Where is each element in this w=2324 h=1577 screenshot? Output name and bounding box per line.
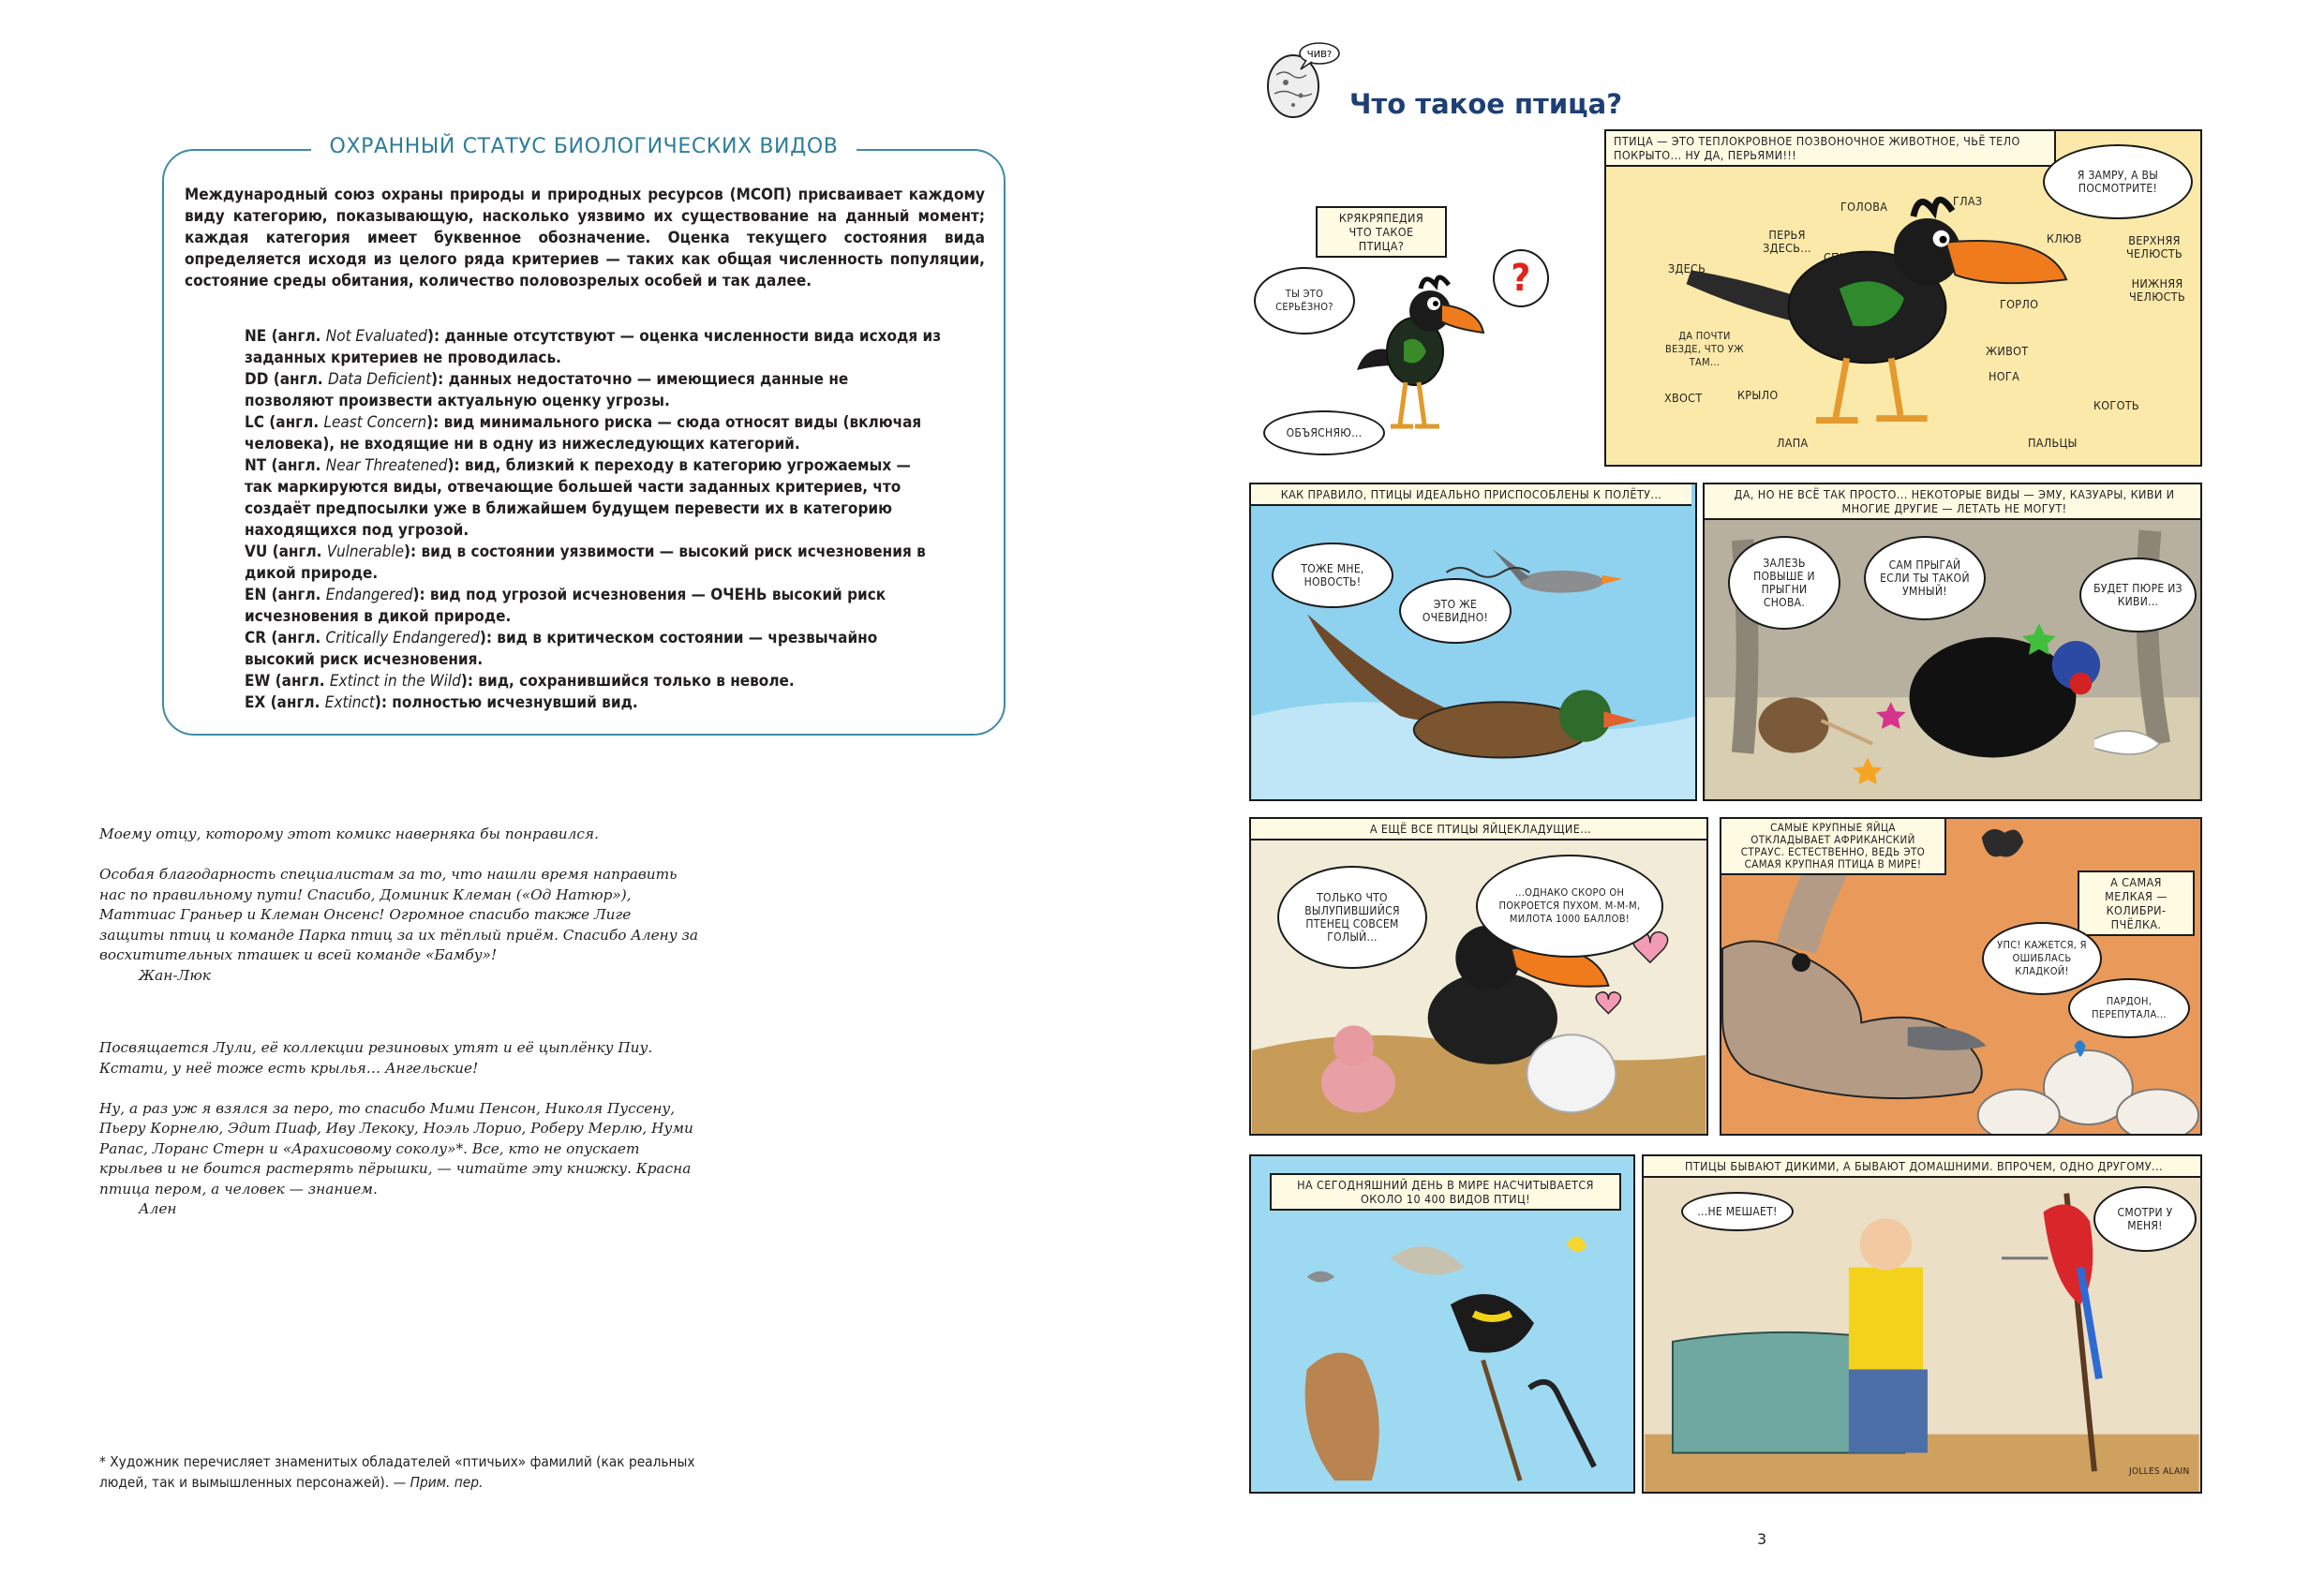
label-head: ГОЛОВА (1840, 200, 1888, 214)
panel-flightless (1703, 483, 2202, 801)
label-paw: ЛАПА (1777, 436, 1809, 450)
bubble-explain: ОБЪЯСНЯЮ... (1263, 410, 1385, 455)
panel-ostrich (1720, 817, 2202, 1136)
chicks-illustration (1251, 819, 1706, 1134)
bubble-question-mark: ? (1493, 249, 1549, 307)
status-category-list (245, 326, 942, 714)
bubble-serious: ТЫ ЭТО СЕРЬЁЗНО? (1254, 267, 1355, 335)
bubble-fluff: ...ОДНАКО СКОРО ОН ПОКРОЕТСЯ ПУХОМ. М-М-М, МИЛОТА 1000 БАЛЛОВ! (1476, 855, 1663, 958)
bubble-kiwi-puree: БУДЕТ ПЮРЕ ИЗ КИВИ... (2079, 558, 2197, 632)
label-wing: КРЫЛО (1737, 388, 1779, 402)
conservation-status-box (162, 135, 1006, 736)
caption-bird-definition: ПТИЦА — ЭТО ТЕПЛОКРОВНОЕ ПОЗВОНОЧНОЕ ЖИВОТНОЕ, ЧЬЁ ТЕЛО ПОКРЫТО... НУ ДА, ПЕРЬЯМИ!!! (1606, 131, 2056, 167)
bubble-obvious: ЭТО ЖЕ ОЧЕВИДНО! (1399, 578, 1512, 644)
dedication-alain: Посвящается Лули, её коллекции резиновых утят и её цыплёнку Пиу. Кстати, у неё тоже есть крылья… Ангельские! Ну, а раз уж я взялся за перо, то спасибо Мими Пенсон, Николя Пуссену, Пьеру Корнелю, Эдит Пиаф, Иву Лекоку, Ноэль Лорио, Роберу Мерлю, Нуми Рапас, Лоранс Стерн и «Арахисовому соколу»*. Все, кто не опускает крыльев и не боится растерять пёрышки, — читайте эту книжку. Красна птица пером, а человек — знанием. Ален (99, 1038, 699, 1220)
footnote: * Художник перечисляет знаменитых обладателей «птичьих» фамилий (как реальных людей, так и вымышленных персонажей). — Прим. пер. (99, 1453, 695, 1491)
panel-flight (1249, 483, 1697, 801)
label-claw: КОГОТЬ (2093, 398, 2139, 412)
label-beak: КЛЮВ (2047, 231, 2082, 245)
status-category-item: EW (англ. Extinct in the Wild): вид, сохранившийся только в неволе. (245, 672, 795, 691)
label-feathers: ПЕРЬЯ ЗДЕСЬ... (1763, 228, 1811, 255)
panel-domestic-birds (1642, 1154, 2202, 1494)
label-throat: ГОРЛО (2000, 297, 2039, 311)
status-intro-paragraph: Международный союз охраны природы и природных ресурсов (МСОП) присваивает каждому виду категорию, показывающую, насколько уязвимо их существование на данный момент; каждая категория имеет буквенное обозначение. Оценка текущего состояния вида определяется исходя из целого ряда критериев — таких как общая численность популяции, состояние среды обитания, количество половозрелых особей и так далее. (185, 186, 985, 290)
page-number: 3 (1757, 1530, 1767, 1548)
label-leg: НОГА (1989, 369, 2020, 383)
status-box-title: ОХРАННЫЙ СТАТУС БИОЛОГИЧЕСКИХ ВИДОВ (164, 135, 1004, 158)
status-category-item: DD (англ. Data Deficient): данных недостаточно — имеющиеся данные не позволяют произвести актуальную оценку угрозы. (245, 370, 849, 410)
caption-flightless: ДА, НО НЕ ВСЁ ТАК ПРОСТО... НЕКОТОРЫЕ ВИДЫ — ЭМУ, КАЗУАРЫ, КИВИ И МНОГИЕ ДРУГИЕ — ЛЕТАТЬ НЕ МОГУТ! (1705, 484, 2202, 520)
label-eye: ГЛАЗ (1953, 194, 1983, 208)
bubble-freeze: Я ЗАМРУ, А ВЫ ПОСМОТРИТЕ! (2043, 144, 2193, 219)
status-category-item: LC (англ. Least Concern): вид минимального риска — сюда относят виды (включая человека), не входящие ни в одну из нижеследующих категорий. (245, 413, 922, 454)
label-everywhere: ДА ПОЧТИ ВЕЗДЕ, ЧТО УЖ ТАМ... (1664, 330, 1744, 368)
caption-flight-adapted: КАК ПРАВИЛО, ПТИЦЫ ИДЕАЛЬНО ПРИСПОСОБЛЕНЫ К ПОЛЁТУ... (1251, 484, 1691, 506)
status-category-item: EN (англ. Endangered): вид под угрозой исчезновения — ОЧЕНЬ высокий риск исчезновения в дикой природе. (245, 586, 886, 626)
dedication-jean-luc: Моему отцу, которому этот комикс наверняка бы понравился. Особая благодарность специалистам за то, что нашли время направить нас по правильному пути! Спасибо, Доминик Клеман («Од Натюр»), Маттиас Граньер и Клеман Онсенс! Огромное спасибо также Лиге защиты птиц и команде Парка птиц за их тёплый приём. Спасибо Алену за восхитительных пташек и всей команде «Бамбу»! Жан-Люк (99, 825, 699, 986)
panel-species-count (1249, 1154, 1635, 1494)
status-category-item: NE (англ. Not Evaluated): данные отсутствуют — оценка численности вида исходя из заданных критериев не проводилась. (245, 327, 942, 367)
status-category-item: CR (англ. Critically Endangered): вид в критическом состоянии — чрезвычайно высокий риск исчезновения. (245, 629, 878, 669)
caption-bee-hummingbird: А САМАЯ МЕЛКАЯ — КОЛИБРИ-ПЧЁЛКА. (2078, 870, 2195, 936)
bubble-jump-yourself: САМ ПРЫГАЙ ЕСЛИ ТЫ ТАКОЙ УМНЫЙ! (1864, 536, 1986, 620)
bubble-naked-chick: ТОЛЬКО ЧТО ВЫЛУПИВШИЙСЯ ПТЕНЕЦ СОВСЕМ ГОЛЫЙ... (1277, 866, 1427, 969)
label-tail: ХВОСТ (1664, 391, 1703, 405)
logo-text: ЧИВ? (1306, 50, 1333, 60)
caption-wild-and-domestic: ПТИЦЫ БЫВАЮТ ДИКИМИ, А БЫВАЮТ ДОМАШНИМИ. ВПРОЧЕМ, ОДНО ДРУГОМУ... (1644, 1156, 2202, 1178)
signature-jean-luc: Жан-Люк (139, 966, 211, 984)
status-category-item: VU (англ. Vulnerable): вид в состоянии уязвимости — высокий риск исчезновения в дикой природе. (245, 543, 926, 583)
bubble-not-hinder: ...НЕ МЕШАЕТ! (1681, 1192, 1794, 1231)
label-lower-jaw: НИЖНЯЯ ЧЕЛЮСТЬ (2129, 276, 2185, 304)
bubble-news: ТОЖЕ МНЕ, НОВОСТЬ! (1272, 543, 1393, 608)
panel-anatomy (1604, 129, 2202, 467)
bubble-climb-higher: ЗАЛЕЗЬ ПОВЫШЕ И ПРЫГНИ СНОВА. (1728, 536, 1840, 630)
panel-egg-laying (1249, 817, 1708, 1136)
caption-species-count: НА СЕГОДНЯШНИЙ ДЕНЬ В МИРЕ НАСЧИТЫВАЕТСЯ ОКОЛО 10 400 ВИДОВ ПТИЦ! (1270, 1173, 1621, 1211)
signature-alain: Ален (139, 1200, 177, 1217)
page-title: Что такое птица? (1349, 88, 1623, 120)
status-category-item: EX (англ. Extinct): полностью исчезнувший вид. (245, 693, 638, 712)
label-toes: ПАЛЬЦЫ (2028, 436, 2078, 450)
caption-egg-laying: А ЕЩЁ ВСЕ ПТИЦЫ ЯЙЦЕКЛАДУЩИЕ... (1251, 819, 1708, 841)
caption-kryakryapediya: КРЯКРЯПЕДИЯ ЧТО ТАКОЕ ПТИЦА? (1316, 206, 1447, 258)
label-upper-jaw: ВЕРХНЯЯ ЧЕЛЮСТЬ (2126, 233, 2182, 260)
label-here: ЗДЕСЬ (1668, 261, 1706, 275)
flightless-birds-illustration (1705, 484, 2200, 799)
bubble-sorry: ПАРДОН, ПЕРЕПУТАЛА... (2068, 978, 2190, 1038)
label-belly: ЖИВОТ (1986, 344, 2029, 358)
bubble-wrong-clutch: УПС! КАЖЕТСЯ, Я ОШИБЛАСЬ КЛАДКОЙ! (1982, 922, 2102, 995)
bubble-look-at-me: СМОТРИ У МЕНЯ! (2093, 1186, 2197, 1252)
label-back: СПИНА (1824, 250, 1864, 264)
panel-intro (1254, 187, 1591, 469)
artist-signature: JOLLES ALAIN (2129, 1466, 2190, 1477)
status-category-item: NT (англ. Near Threatened): вид, близкий к переходу в категорию угрожаемых — так маркируются виды, отвечающие большей части заданных критериев, что создаёт предпосылки уже в ближайшем будущем перевести их в категорию находящихся под угрозой. (245, 456, 911, 540)
caption-ostrich-eggs: САМЫЕ КРУПНЫЕ ЯЙЦА ОТКЛАДЫВАЕТ АФРИКАНСКИЙ СТРАУС. ЕСТЕСТВЕННО, ВЕДЬ ЭТО САМАЯ КРУПНАЯ ПТИЦА В МИРЕ! (1721, 819, 1946, 875)
egg-logo-icon (1258, 37, 1342, 122)
